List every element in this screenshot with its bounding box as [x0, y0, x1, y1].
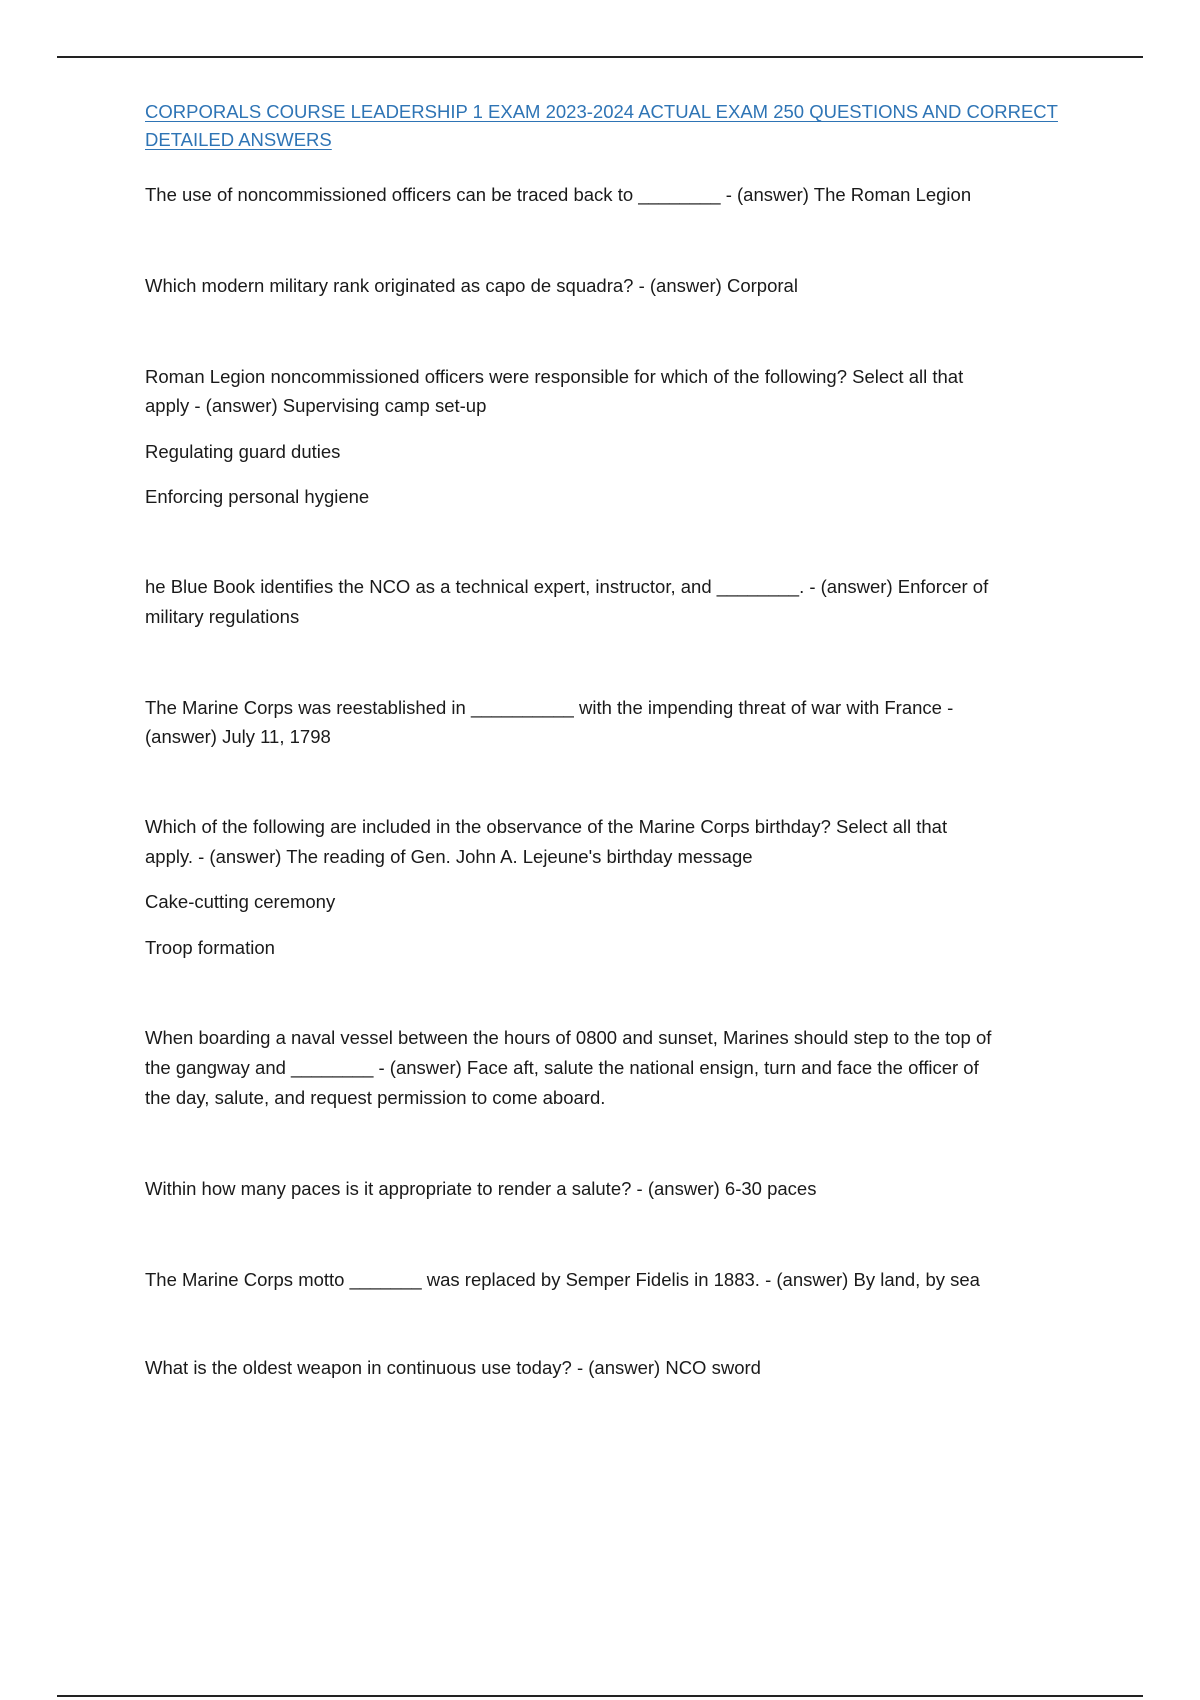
question-9-line-1: The Marine Corps motto _______ was replaced by Semper Fidelis in 1883. - (answer) By land, by sea — [145, 1269, 980, 1290]
question-3-extra-1: Regulating guard duties — [145, 441, 341, 462]
question-7-line-2: the gangway and ________ - (answer) Face aft, salute the national ensign, turn and face the officer of — [145, 1057, 979, 1078]
document-title-link[interactable] — [145, 98, 1065, 154]
title-line-1: CORPORALS COURSE LEADERSHIP 1 EXAM 2023-2024 ACTUAL EXAM 250 QUESTIONS AND CORRECT — [145, 101, 1058, 122]
question-4-line-2: military regulations — [145, 606, 300, 627]
question-10-line-1: What is the oldest weapon in continuous use today? - (answer) NCO sword — [145, 1357, 761, 1378]
question-6-line-2: apply. - (answer) The reading of Gen. John A. Lejeune's birthday message — [145, 846, 753, 867]
question-4-line-1: he Blue Book identifies the NCO as a technical expert, instructor, and ________. - (answer) Enforcer of — [145, 576, 989, 597]
question-3-line-2: apply - (answer) Supervising camp set-up — [145, 395, 487, 416]
question-6-extra-1: Cake-cutting ceremony — [145, 891, 336, 912]
question-7-line-1: When boarding a naval vessel between the hours of 0800 and sunset, Marines should step to the top of — [145, 1027, 992, 1048]
question-5-line-1: The Marine Corps was reestablished in __________ with the impending threat of war with France - — [145, 697, 954, 718]
question-2-line-1: Which modern military rank originated as capo de squadra? - (answer) Corporal — [145, 275, 798, 296]
question-8-line-1: Within how many paces is it appropriate to render a salute? - (answer) 6-30 paces — [145, 1178, 817, 1199]
question-7-line-3: the day, salute, and request permission to come aboard. — [145, 1087, 606, 1108]
bottom-rule — [57, 1695, 1143, 1697]
top-rule — [57, 56, 1143, 58]
question-5-line-2: (answer) July 11, 1798 — [145, 726, 331, 747]
question-1-line-1: The use of noncommissioned officers can be traced back to ________ - (answer) The Roman Legion — [145, 184, 972, 205]
question-6-line-1: Which of the following are included in the observance of the Marine Corps birthday? Select all that — [145, 816, 948, 837]
question-3-line-1: Roman Legion noncommissioned officers were responsible for which of the following? Select all that — [145, 366, 964, 387]
title-line-2: DETAILED ANSWERS — [145, 129, 332, 150]
question-6-extra-2: Troop formation — [145, 937, 275, 958]
question-3-extra-2: Enforcing personal hygiene — [145, 486, 370, 507]
